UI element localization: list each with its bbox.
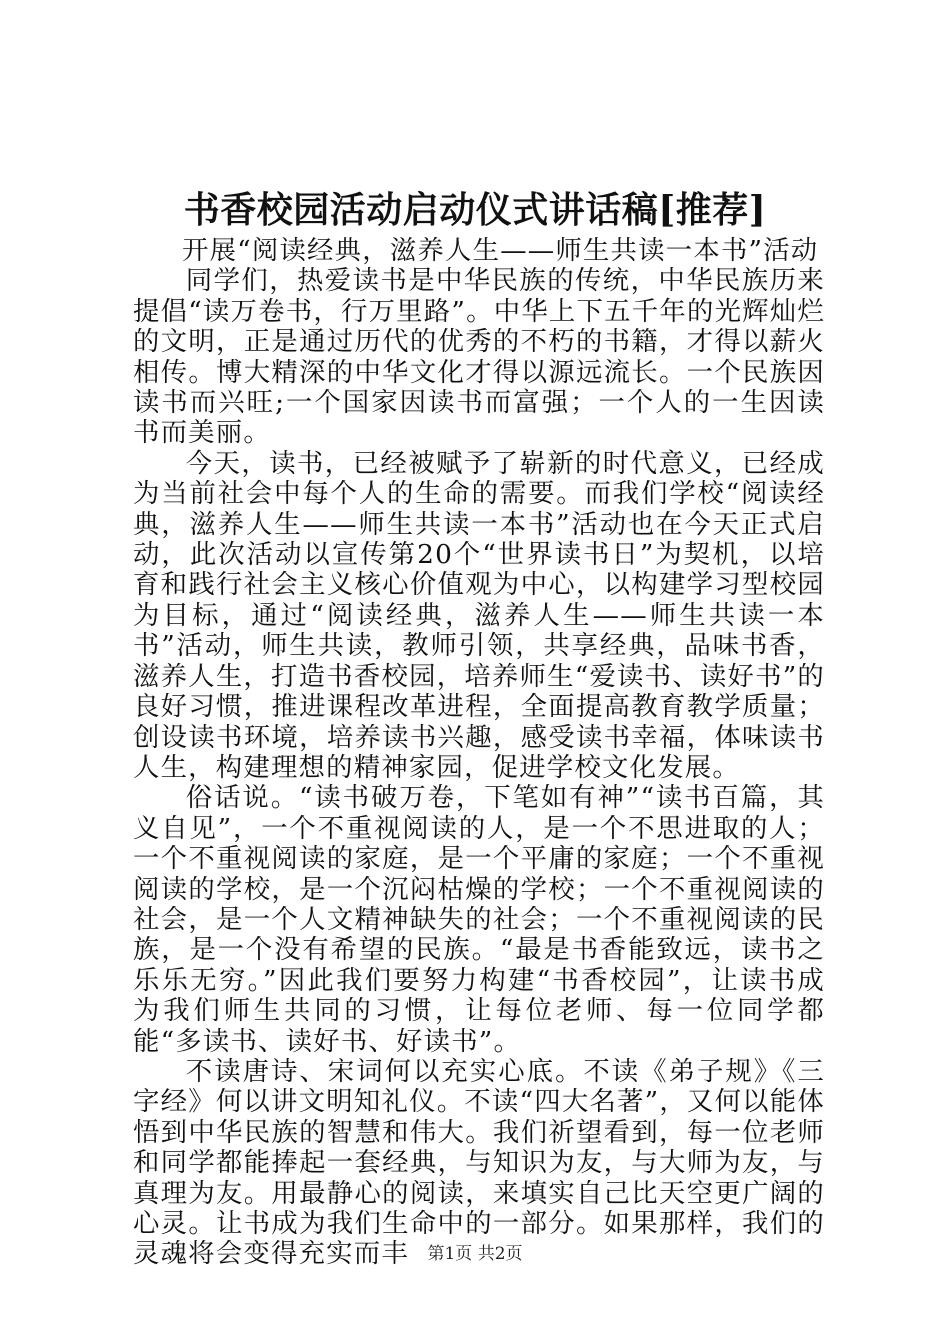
subtitle-line: 开展“阅读经典，滋养人生——师生共读一本书”活动: [182, 235, 819, 266]
paragraph-2: 今天，读书，已经被赋予了崭新的时代意义，已经成为当前社会中每个人的生命的需要。而我们学校“阅读经典，滋养人生——师生共读一本书”活动也在今天正式启动，此次活动以宣传第20个“世界读书日”为契机，以培育和践行社会主义核心价值观为中心，以构建学习型校园为目标，通过“阅读经典，滋养人生——师生共读一本书”活动，师生共读，教师引领，共享经典，品味书香，滋养人生，打造书香校园，培养师生“爱读书、读好书”的良好习惯，推进课程改革进程，全面提高教育教学质量；创设读书环境，培养读书兴趣，感受读书幸福，体味读书人生，构建理想的精神家园，促进学校文化发展。: [133, 447, 825, 783]
document-title: 书香校园活动启动仪式讲话稿[推荐]: [183, 189, 767, 231]
paragraph-4: 不读唐诗、宋词何以充实心底。不读《弟子规》《三字经》何以讲文明知礼仪。不读“四大名著”，又何以能体悟到中华民族的智慧和伟大。我们祈望看到，每一位老师和同学都能捧起一套经典，与知识为友，与大师为友，与真理为友。用最静心的阅读，来填实自己比天空更广阔的心灵。让书成为我们生命中的一部分。如果那样，我们的灵魂将会变得充实而丰: [133, 1055, 825, 1270]
document-body: [133, 236, 825, 1270]
page-number-footer: 第1页 共2页: [427, 1244, 523, 1264]
paragraph-1: 同学们，热爱读书是中华民族的传统，中华民族历来提倡“读万卷书，行万里路”。中华上下五千年的光辉灿烂的文明，正是通过历代的优秀的不朽的书籍，才得以薪火相传。博大精深的中华文化才得以源远流长。一个民族因读书而兴旺;一个国家因读书而富强；一个人的一生因读书而美丽。: [133, 265, 825, 449]
paragraph-3: 俗话说。“读书破万卷，下笔如有神”“读书百篇，其义自见”，一个不重视阅读的人，是一个不思进取的人；一个不重视阅读的家庭，是一个平庸的家庭；一个不重视阅读的学校，是一个沉闷枯燥的学校；一个不重视阅读的社会，是一个人文精神缺失的社会；一个不重视阅读的民族，是一个没有希望的民族。“最是书香能致远，读书之乐乐无穷。”因此我们要努力构建“书香校园”，让读书成为我们师生共同的习惯，让每位老师、每一位同学都能“多读书、读好书、好读书”。: [133, 782, 825, 1057]
